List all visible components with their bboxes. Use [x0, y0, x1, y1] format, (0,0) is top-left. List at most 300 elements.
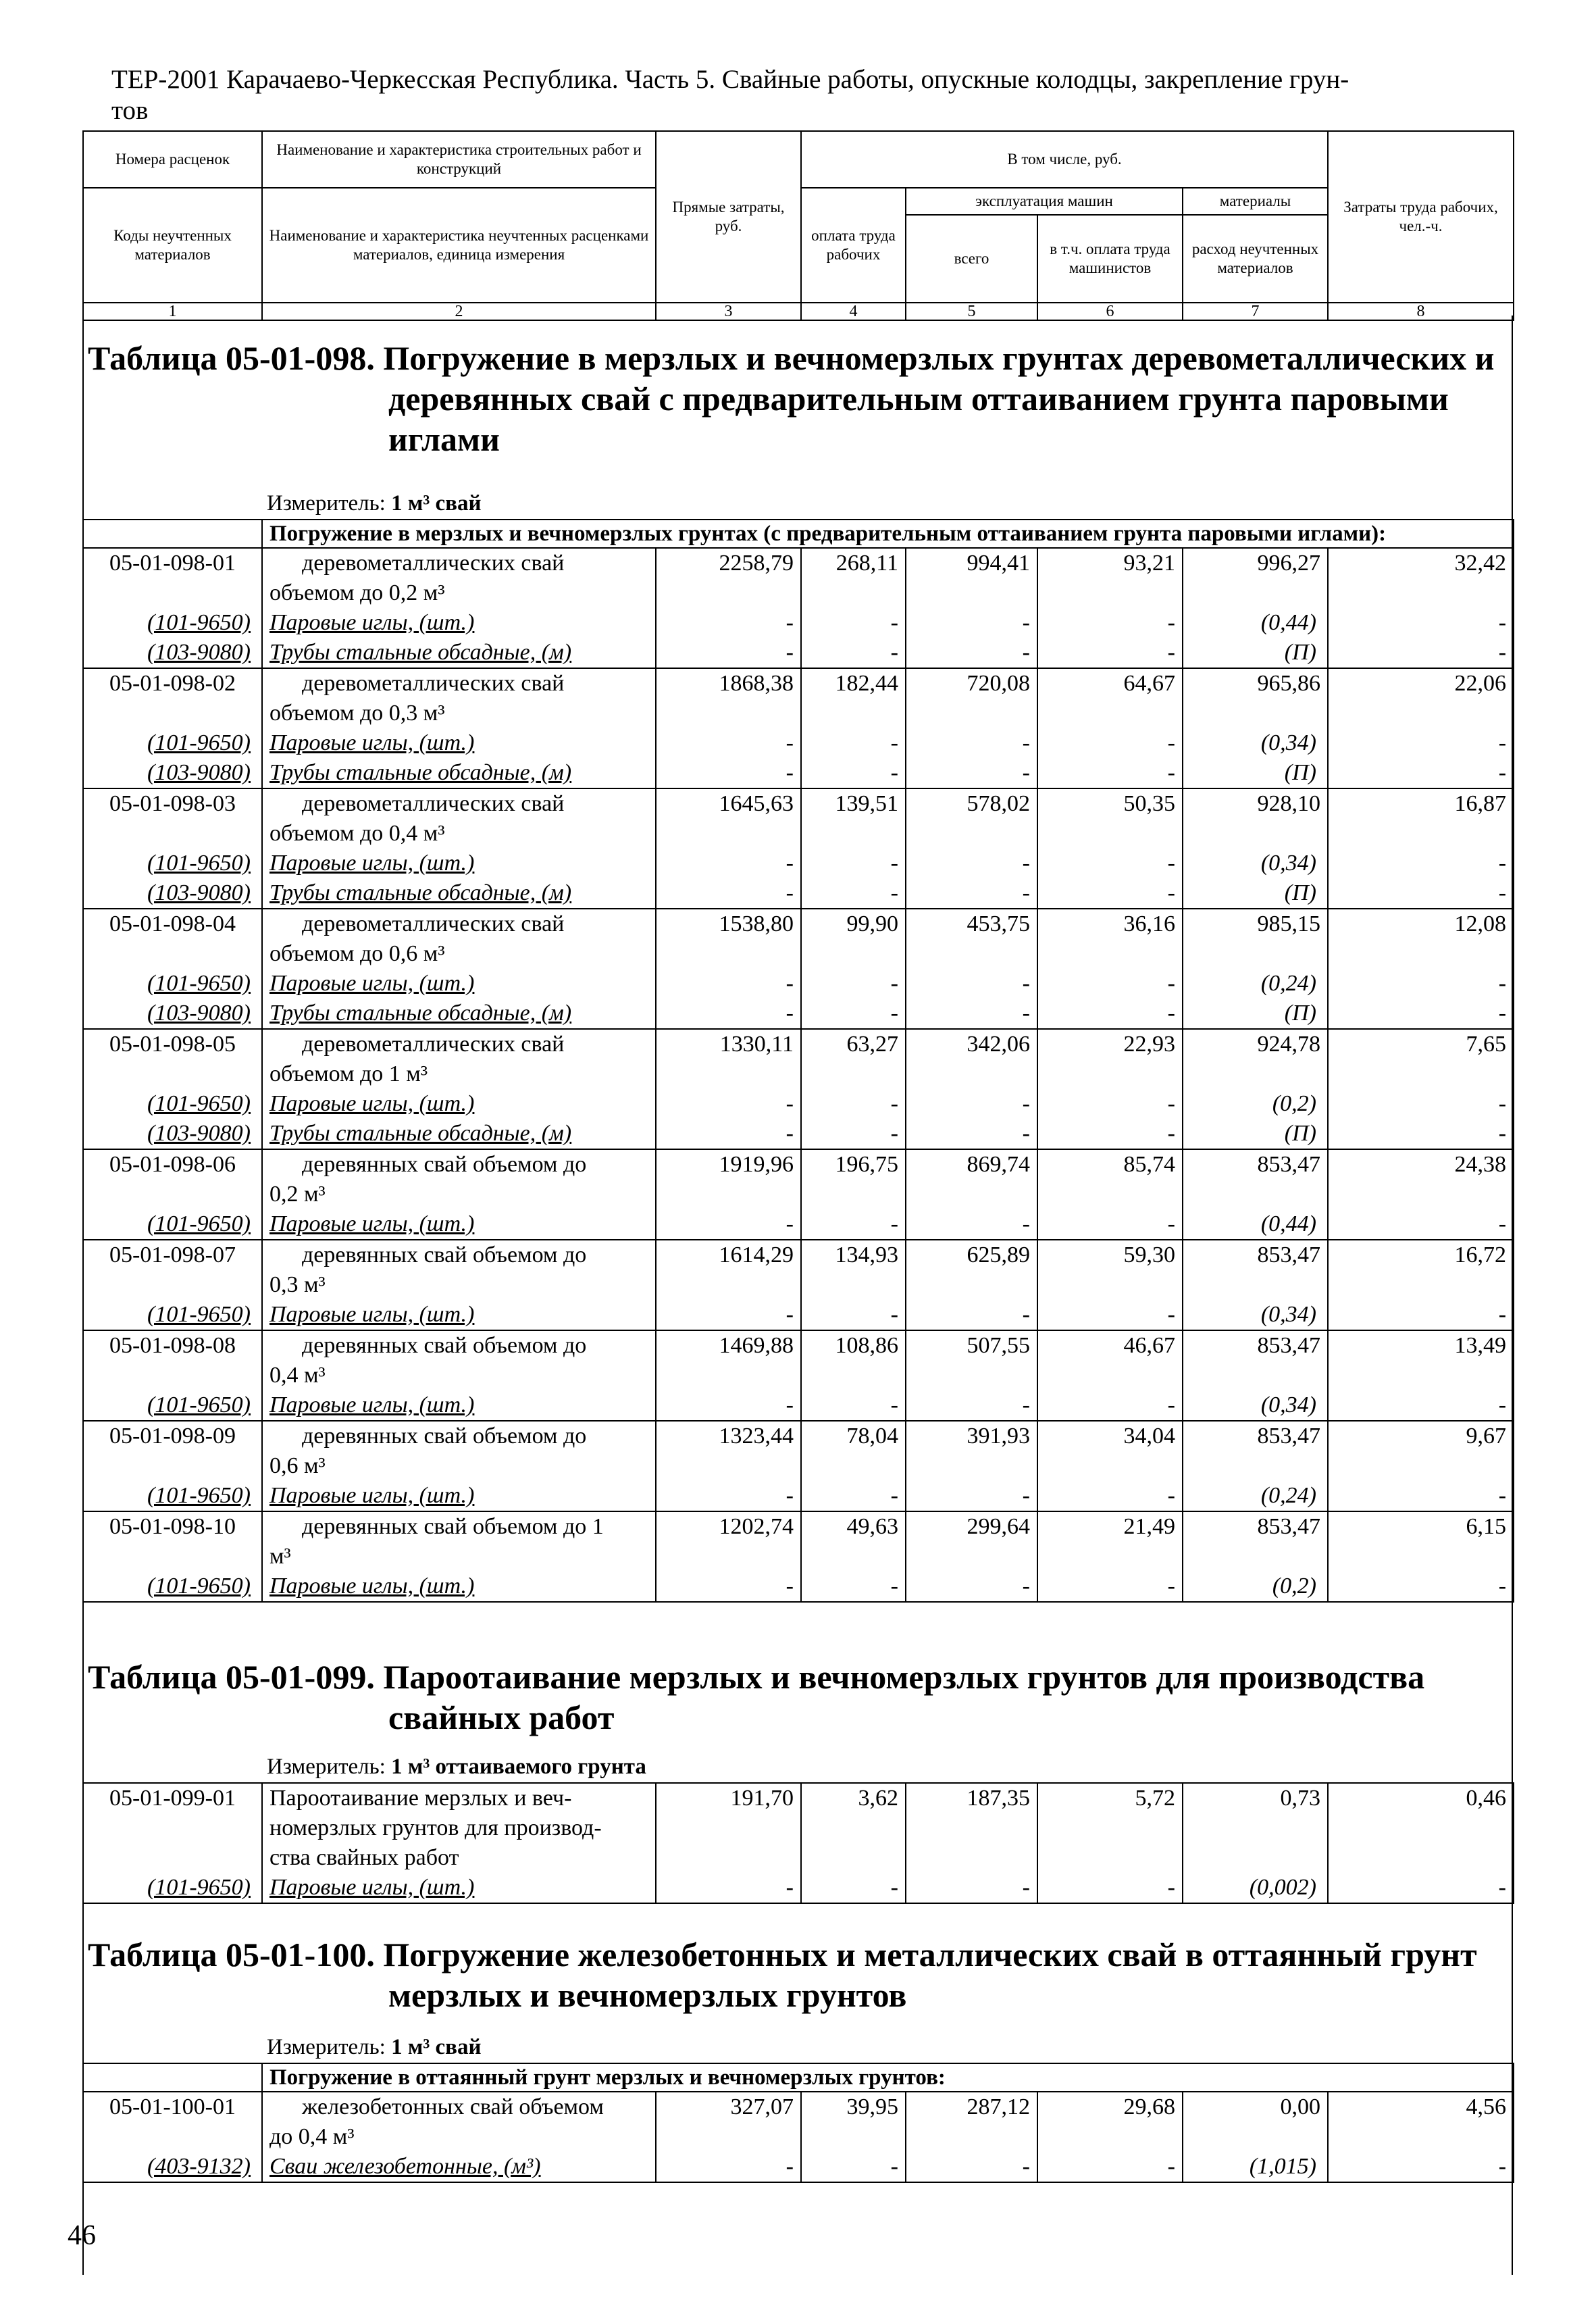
rate-name-line1: деревометаллических свай — [302, 551, 565, 576]
rate-code: 05-01-098-10 — [83, 1511, 262, 1571]
material-dash: - — [801, 969, 906, 999]
material-dash: - — [1037, 1873, 1183, 1903]
material-dash: - — [1328, 969, 1514, 999]
rate-name — [262, 909, 656, 969]
rate-code: 05-01-100-01 — [83, 2092, 262, 2152]
material-code: (101-9650) — [83, 608, 262, 638]
rate-name-line2: объемом до 0,3 м³ — [269, 701, 445, 726]
rate-name-line1: деревянных свай объемом до — [302, 1242, 587, 1267]
material-code: (103-9080) — [83, 1119, 262, 1149]
material-dash: - — [801, 1119, 906, 1149]
rate-value-c7: 853,47 — [1183, 1240, 1328, 1300]
material-consumption: (0,34) — [1183, 1300, 1328, 1330]
material-code: (101-9650) — [83, 1390, 262, 1421]
material-dash: - — [656, 758, 801, 788]
rate-value-c7: 853,47 — [1183, 1421, 1328, 1481]
rate-row — [83, 1029, 1514, 1089]
rate-value-c5: 720,08 — [906, 668, 1037, 728]
material-dash: - — [656, 878, 801, 909]
material-code: (101-9650) — [83, 1089, 262, 1119]
rate-code: 05-01-098-02 — [83, 668, 262, 728]
section-heading: Погружение в мерзлых и вечномерзлых грунтах (с предварительным оттаиванием грунта паровыми иглами): — [262, 520, 1514, 548]
material-consumption: (1,015) — [1183, 2152, 1328, 2182]
material-row — [83, 969, 1514, 999]
material-dash: - — [1328, 999, 1514, 1029]
table-title-line3: иглами — [388, 420, 500, 458]
material-dash: - — [656, 1571, 801, 1602]
rate-name-line2: объемом до 0,4 м³ — [269, 821, 445, 846]
rate-value-c7: 853,47 — [1183, 1511, 1328, 1571]
rate-value-c3: 1868,38 — [656, 668, 801, 728]
rate-value-c4: 108,86 — [801, 1330, 906, 1390]
material-dash: - — [906, 638, 1037, 668]
rate-value-c6: 34,04 — [1037, 1421, 1183, 1481]
material-code: (103-9080) — [83, 999, 262, 1029]
rate-code: 05-01-098-04 — [83, 909, 262, 969]
rate-value-c5: 299,64 — [906, 1511, 1037, 1571]
rate-row — [83, 1421, 1514, 1481]
material-code: (101-9650) — [83, 849, 262, 878]
rate-code: 05-01-098-06 — [83, 1149, 262, 1209]
material-dash: - — [1328, 878, 1514, 909]
rate-name — [262, 1421, 656, 1481]
rate-name — [262, 2092, 656, 2152]
table-title-line1: Таблица 05-01-098. Погружение в мерзлых и вечномерзлых грунтах деревометаллических и — [88, 339, 1495, 377]
rate-value-c8: 16,87 — [1328, 788, 1514, 849]
rate-value-c3: 1538,80 — [656, 909, 801, 969]
material-name: Паровые иглы, (шт.) — [262, 728, 656, 758]
rate-value-c5: 391,93 — [906, 1421, 1037, 1481]
material-code: (101-9650) — [83, 1873, 262, 1903]
material-dash: - — [1037, 849, 1183, 878]
col-materials-name-header: Наименование и характеристика неучтенных расценками материалов, единица измерения — [262, 188, 656, 303]
rate-value-c5: 187,35 — [906, 1783, 1037, 1873]
material-consumption: (П) — [1183, 999, 1328, 1029]
rate-value-c4: 39,95 — [801, 2092, 906, 2152]
material-dash: - — [801, 999, 906, 1029]
rate-value-c5: 994,41 — [906, 548, 1037, 608]
rate-name-line3: ства свайных работ — [269, 1845, 459, 1870]
material-name: Трубы стальные обсадные, (м) — [262, 758, 656, 788]
rate-row — [83, 548, 1514, 608]
rate-value-c4: 196,75 — [801, 1149, 906, 1209]
material-name: Паровые иглы, (шт.) — [262, 1209, 656, 1240]
rate-value-c6: 59,30 — [1037, 1240, 1183, 1300]
rate-value-c5: 625,89 — [906, 1240, 1037, 1300]
rate-value-c7: 853,47 — [1183, 1330, 1328, 1390]
rate-value-c4: 134,93 — [801, 1240, 906, 1300]
table-title-line1: Таблица 05-01-100. Погружение железобетонных и металлических свай в оттаянный грунт — [88, 1936, 1477, 1973]
rate-value-c7: 0,73 — [1183, 1783, 1328, 1873]
material-dash: - — [656, 1300, 801, 1330]
material-row — [83, 1481, 1514, 1511]
rate-value-c4: 99,90 — [801, 909, 906, 969]
column-number-cell: 1 — [83, 303, 262, 320]
material-row — [83, 849, 1514, 878]
material-name: Трубы стальные обсадные, (м) — [262, 638, 656, 668]
rate-name — [262, 1240, 656, 1300]
material-dash: - — [656, 2152, 801, 2182]
rate-value-c7: 996,27 — [1183, 548, 1328, 608]
material-dash: - — [1037, 728, 1183, 758]
page-header — [111, 64, 1503, 126]
material-dash: - — [1037, 1300, 1183, 1330]
material-row — [83, 2152, 1514, 2182]
col-machines-header: эксплуатация машин — [906, 188, 1183, 215]
material-name: Паровые иглы, (шт.) — [262, 849, 656, 878]
rate-name-line1: деревянных свай объемом до — [302, 1152, 587, 1177]
material-code: (101-9650) — [83, 1571, 262, 1602]
material-row — [83, 608, 1514, 638]
rate-value-c6: 22,93 — [1037, 1029, 1183, 1089]
rate-value-c3: 191,70 — [656, 1783, 801, 1873]
material-consumption: (П) — [1183, 758, 1328, 788]
material-dash: - — [656, 638, 801, 668]
table-title-line2: деревянных свай с предварительным оттаиванием грунта паровыми — [388, 380, 1449, 418]
unit-of-measure — [267, 490, 481, 517]
material-dash: - — [906, 849, 1037, 878]
material-consumption: (П) — [1183, 878, 1328, 909]
rate-row — [83, 788, 1514, 849]
material-row — [83, 1089, 1514, 1119]
material-name: Трубы стальные обсадные, (м) — [262, 878, 656, 909]
rate-name-line2: номерзлых грунтов для производ- — [269, 1815, 602, 1840]
material-dash: - — [1328, 608, 1514, 638]
material-row — [83, 1119, 1514, 1149]
col-including-header: В том числе, руб. — [801, 131, 1328, 188]
material-code: (403-9132) — [83, 2152, 262, 2182]
rate-value-c7: 965,86 — [1183, 668, 1328, 728]
rate-value-c6: 36,16 — [1037, 909, 1183, 969]
material-dash: - — [906, 1209, 1037, 1240]
rate-name-line1: деревометаллических свай — [302, 671, 565, 696]
rate-value-c8: 7,65 — [1328, 1029, 1514, 1089]
material-consumption: (0,44) — [1183, 608, 1328, 638]
section-heading: Погружение в оттаянный грунт мерзлых и вечномерзлых грунтов: — [262, 2063, 1514, 2092]
material-dash: - — [1037, 1089, 1183, 1119]
table-title — [88, 1934, 1520, 2015]
material-code: (103-9080) — [83, 878, 262, 909]
material-name: Трубы стальные обсадные, (м) — [262, 1119, 656, 1149]
rate-value-c7: 853,47 — [1183, 1149, 1328, 1209]
material-dash: - — [1037, 1209, 1183, 1240]
page-header-line2: тов — [111, 96, 149, 125]
rate-value-c3: 327,07 — [656, 2092, 801, 2152]
unit-value: 1 м³ свай — [391, 2035, 482, 2059]
rate-value-c7: 0,00 — [1183, 2092, 1328, 2152]
material-dash: - — [1328, 638, 1514, 668]
rate-value-c8: 22,06 — [1328, 668, 1514, 728]
rate-row — [83, 1330, 1514, 1390]
col-machinists-wages-header: в т.ч. оплата труда машинистов — [1037, 215, 1183, 303]
rate-code: 05-01-098-09 — [83, 1421, 262, 1481]
material-name: Трубы стальные обсадные, (м) — [262, 999, 656, 1029]
material-row — [83, 638, 1514, 668]
rate-value-c6: 93,21 — [1037, 548, 1183, 608]
rate-row — [83, 909, 1514, 969]
material-dash: - — [656, 1873, 801, 1903]
material-dash: - — [1037, 758, 1183, 788]
material-code: (101-9650) — [83, 1300, 262, 1330]
material-dash: - — [1037, 1571, 1183, 1602]
col-labor-hours-header: Затраты труда рабочих, чел.-ч. — [1328, 131, 1514, 303]
rate-value-c5: 287,12 — [906, 2092, 1037, 2152]
section-heading-row — [83, 520, 1514, 548]
rate-value-c4: 268,11 — [801, 548, 906, 608]
rate-value-c8: 6,15 — [1328, 1511, 1514, 1571]
material-row — [83, 758, 1514, 788]
table-title — [88, 1657, 1520, 1738]
material-dash: - — [1328, 1119, 1514, 1149]
material-consumption: (0,44) — [1183, 1209, 1328, 1240]
material-dash: - — [906, 2152, 1037, 2182]
rate-value-c8: 13,49 — [1328, 1330, 1514, 1390]
material-consumption: (0,2) — [1183, 1089, 1328, 1119]
material-dash: - — [801, 2152, 906, 2182]
rate-name-line2: объемом до 0,6 м³ — [269, 941, 445, 966]
rate-value-c8: 12,08 — [1328, 909, 1514, 969]
rate-value-c7: 928,10 — [1183, 788, 1328, 849]
rate-value-c5: 507,55 — [906, 1330, 1037, 1390]
material-dash: - — [656, 849, 801, 878]
material-name: Паровые иглы, (шт.) — [262, 608, 656, 638]
material-consumption: (0,34) — [1183, 849, 1328, 878]
material-row — [83, 1209, 1514, 1240]
material-consumption: (0,2) — [1183, 1571, 1328, 1602]
table-title-line2: мерзлых и вечномерзлых грунтов — [388, 1976, 907, 2014]
column-number-cell: 4 — [801, 303, 906, 320]
column-number-cell: 2 — [262, 303, 656, 320]
rate-value-c6: 85,74 — [1037, 1149, 1183, 1209]
rate-value-c3: 1202,74 — [656, 1511, 801, 1571]
rate-value-c6: 50,35 — [1037, 788, 1183, 849]
rate-name-line2: до 0,4 м³ — [269, 2124, 355, 2149]
material-row — [83, 1390, 1514, 1421]
material-dash: - — [1328, 1089, 1514, 1119]
material-dash: - — [801, 1481, 906, 1511]
rate-name — [262, 1330, 656, 1390]
material-dash: - — [656, 1481, 801, 1511]
rate-code: 05-01-098-05 — [83, 1029, 262, 1089]
material-dash: - — [801, 1390, 906, 1421]
material-consumption: (0,34) — [1183, 728, 1328, 758]
material-row — [83, 999, 1514, 1029]
rate-value-c4: 63,27 — [801, 1029, 906, 1089]
rate-name-line2: 0,2 м³ — [269, 1182, 326, 1207]
material-dash: - — [1037, 608, 1183, 638]
material-row — [83, 728, 1514, 758]
material-code: (101-9650) — [83, 1481, 262, 1511]
material-row — [83, 1873, 1514, 1903]
rate-table — [82, 519, 1514, 1603]
material-dash: - — [906, 999, 1037, 1029]
rate-value-c8: 9,67 — [1328, 1421, 1514, 1481]
material-dash: - — [906, 1089, 1037, 1119]
material-dash: - — [1037, 969, 1183, 999]
rate-name-line1: Пароотаивание мерзлых и веч- — [269, 1786, 572, 1811]
rate-name-line2: объемом до 0,2 м³ — [269, 580, 445, 605]
material-consumption: (П) — [1183, 1119, 1328, 1149]
material-consumption: (0,24) — [1183, 1481, 1328, 1511]
rate-value-c4: 3,62 — [801, 1783, 906, 1873]
col-wages-header: оплата труда рабочих — [801, 188, 906, 303]
col-unaccounted-materials-header: расход неучтенных материалов — [1183, 215, 1328, 303]
material-dash: - — [1328, 1390, 1514, 1421]
material-dash: - — [1037, 999, 1183, 1029]
material-row — [83, 1571, 1514, 1602]
column-number-cell: 8 — [1328, 303, 1514, 320]
rate-name-line1: железобетонных свай объемом — [302, 2094, 604, 2119]
material-dash: - — [656, 728, 801, 758]
column-header-table — [82, 130, 1514, 321]
column-number-cell: 7 — [1183, 303, 1328, 320]
page-header-line1: ТЕР-2001 Карачаево-Черкесская Республика. Часть 5. Свайные работы, опускные колодцы, закрепление грун- — [111, 65, 1349, 94]
rate-name — [262, 548, 656, 608]
material-dash: - — [906, 1481, 1037, 1511]
rate-name-line1: деревометаллических свай — [302, 911, 565, 936]
rate-value-c3: 1330,11 — [656, 1029, 801, 1089]
section-heading-row — [83, 2063, 1514, 2092]
rate-value-c7: 985,15 — [1183, 909, 1328, 969]
material-dash: - — [1037, 638, 1183, 668]
rate-value-c3: 1614,29 — [656, 1240, 801, 1300]
material-dash: - — [656, 1390, 801, 1421]
material-dash: - — [801, 638, 906, 668]
material-code: (103-9080) — [83, 758, 262, 788]
material-name: Паровые иглы, (шт.) — [262, 1390, 656, 1421]
material-dash: - — [1328, 1571, 1514, 1602]
material-dash: - — [1328, 1873, 1514, 1903]
material-dash: - — [1328, 1209, 1514, 1240]
rate-name-line1: деревометаллических свай — [302, 1032, 565, 1057]
material-dash: - — [801, 728, 906, 758]
rate-name — [262, 788, 656, 849]
column-number-cell: 6 — [1037, 303, 1183, 320]
material-dash: - — [656, 1209, 801, 1240]
material-consumption: (0,34) — [1183, 1390, 1328, 1421]
material-dash: - — [801, 758, 906, 788]
material-dash: - — [906, 1119, 1037, 1149]
rate-row — [83, 1240, 1514, 1300]
rate-value-c5: 453,75 — [906, 909, 1037, 969]
col-machines-total-header: всего — [906, 215, 1037, 303]
rate-name-line1: деревометаллических свай — [302, 791, 565, 816]
section-spacer — [83, 520, 262, 548]
material-dash: - — [906, 728, 1037, 758]
rate-value-c4: 182,44 — [801, 668, 906, 728]
rate-value-c5: 578,02 — [906, 788, 1037, 849]
rate-row — [83, 2092, 1514, 2152]
material-dash: - — [906, 1571, 1037, 1602]
material-dash: - — [906, 1300, 1037, 1330]
material-consumption: (0,24) — [1183, 969, 1328, 999]
material-dash: - — [801, 878, 906, 909]
rate-value-c3: 1919,96 — [656, 1149, 801, 1209]
page-number: 46 — [68, 2220, 96, 2251]
material-name: Паровые иглы, (шт.) — [262, 1571, 656, 1602]
material-dash: - — [801, 608, 906, 638]
material-code: (101-9650) — [83, 728, 262, 758]
rate-value-c6: 64,67 — [1037, 668, 1183, 728]
material-name: Паровые иглы, (шт.) — [262, 1873, 656, 1903]
material-dash: - — [1037, 878, 1183, 909]
rate-name — [262, 1149, 656, 1209]
rate-value-c3: 1469,88 — [656, 1330, 801, 1390]
table-title — [88, 338, 1520, 459]
material-name: Паровые иглы, (шт.) — [262, 1481, 656, 1511]
rate-name-line2: м³ — [269, 1544, 291, 1569]
column-number-cell: 5 — [906, 303, 1037, 320]
material-dash: - — [906, 1390, 1037, 1421]
rate-value-c4: 139,51 — [801, 788, 906, 849]
rate-table — [82, 1782, 1514, 1904]
material-dash: - — [906, 969, 1037, 999]
material-dash: - — [801, 1089, 906, 1119]
rate-value-c3: 1645,63 — [656, 788, 801, 849]
rate-value-c8: 32,42 — [1328, 548, 1514, 608]
unit-of-measure — [267, 2034, 481, 2061]
rate-value-c7: 924,78 — [1183, 1029, 1328, 1089]
material-dash: - — [801, 1300, 906, 1330]
material-dash: - — [1037, 1119, 1183, 1149]
material-code: (101-9650) — [83, 969, 262, 999]
rate-name-line2: объемом до 1 м³ — [269, 1061, 428, 1086]
material-dash: - — [1328, 728, 1514, 758]
unit-label: Измеритель: — [267, 2035, 392, 2059]
material-name: Паровые иглы, (шт.) — [262, 969, 656, 999]
material-code: (101-9650) — [83, 1209, 262, 1240]
column-number-cell: 3 — [656, 303, 801, 320]
material-consumption: (П) — [1183, 638, 1328, 668]
material-dash: - — [1328, 849, 1514, 878]
rate-value-c6: 21,49 — [1037, 1511, 1183, 1571]
material-dash: - — [906, 608, 1037, 638]
material-row — [83, 1300, 1514, 1330]
rate-value-c4: 78,04 — [801, 1421, 906, 1481]
rate-name — [262, 1783, 656, 1873]
unit-label: Измеритель: — [267, 1755, 392, 1779]
rate-value-c5: 342,06 — [906, 1029, 1037, 1089]
unit-value: 1 м³ свай — [391, 491, 482, 515]
material-name: Паровые иглы, (шт.) — [262, 1089, 656, 1119]
rate-value-c4: 49,63 — [801, 1511, 906, 1571]
rate-value-c8: 16,72 — [1328, 1240, 1514, 1300]
rate-value-c5: 869,74 — [906, 1149, 1037, 1209]
rate-name — [262, 1511, 656, 1571]
material-code: (103-9080) — [83, 638, 262, 668]
rate-value-c6: 5,72 — [1037, 1783, 1183, 1873]
rate-code: 05-01-099-01 — [83, 1783, 262, 1873]
rate-name-line1: деревянных свай объемом до — [302, 1424, 587, 1449]
material-dash: - — [656, 969, 801, 999]
table-title-line2: свайных работ — [388, 1699, 615, 1736]
rate-code: 05-01-098-08 — [83, 1330, 262, 1390]
material-dash: - — [801, 1209, 906, 1240]
material-dash: - — [1037, 2152, 1183, 2182]
unit-label: Измеритель: — [267, 491, 392, 515]
rate-value-c3: 2258,79 — [656, 548, 801, 608]
rate-table — [82, 2063, 1514, 2183]
rate-row — [83, 668, 1514, 728]
material-dash: - — [1328, 1300, 1514, 1330]
unit-value: 1 м³ оттаиваемого грунта — [391, 1755, 646, 1779]
rate-name-line1: деревянных свай объемом до — [302, 1333, 587, 1358]
material-dash: - — [906, 1873, 1037, 1903]
material-dash: - — [906, 758, 1037, 788]
rate-name — [262, 668, 656, 728]
col-materials-header: материалы — [1183, 188, 1328, 215]
material-name: Сваи железобетонные, (м³) — [262, 2152, 656, 2182]
